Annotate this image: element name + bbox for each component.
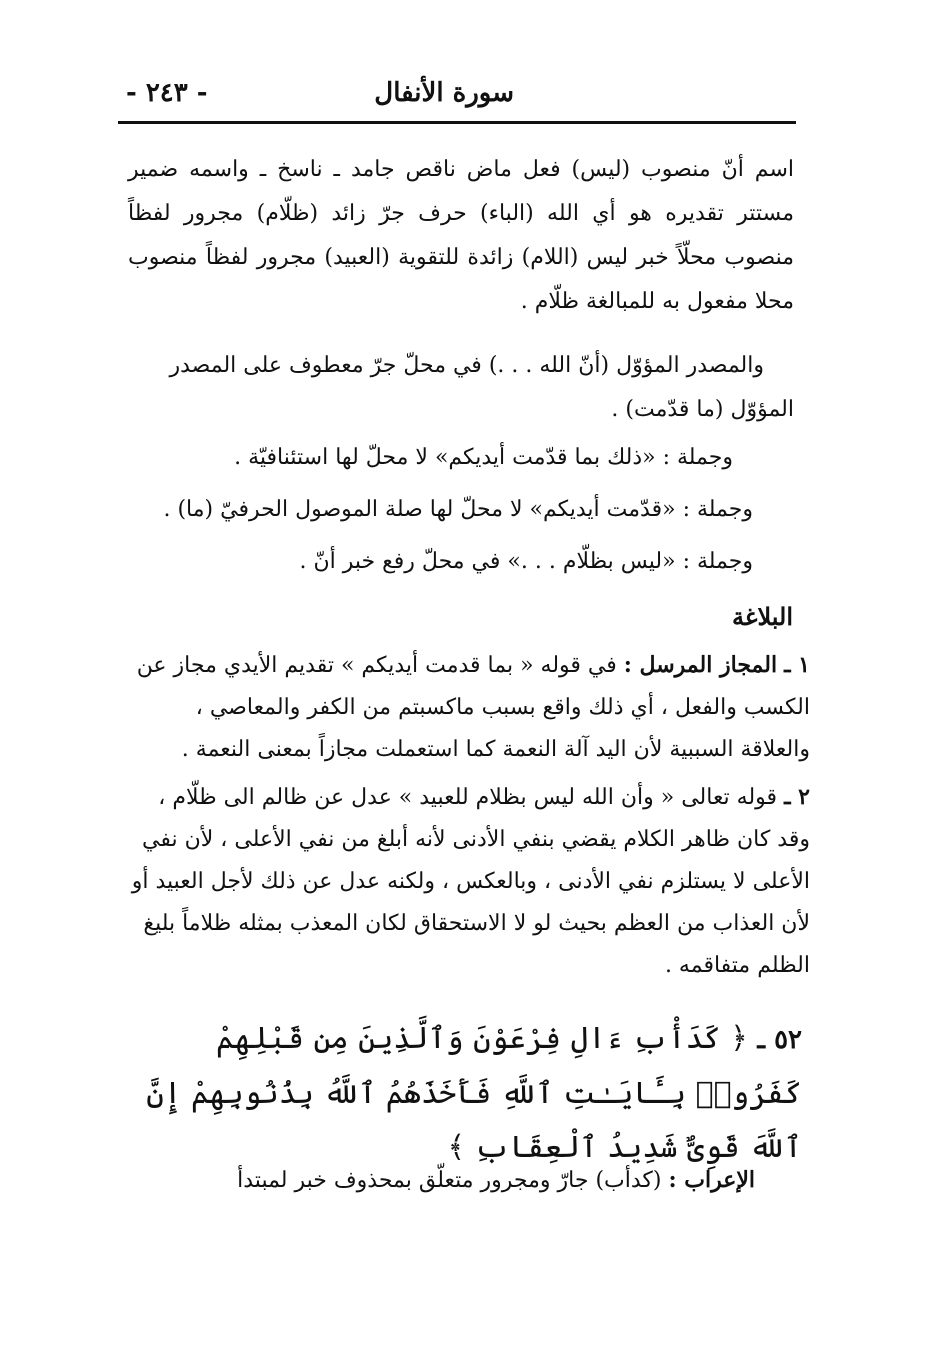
surah-title: سورة الأنفال <box>374 78 514 108</box>
header-divider <box>118 121 796 124</box>
item-term: المجاز المرسل : <box>623 652 778 678</box>
jumla-line: وجملة : «ليس بظلّام . . .» في محلّ رفع خبر أنّ . <box>299 549 753 574</box>
irab-text: (كدأب) جارّ ومجرور متعلّق بمحذوف خبر لمبتدأ <box>237 1168 662 1193</box>
page-header <box>118 72 796 120</box>
irab-label: الإعراب : <box>668 1167 755 1193</box>
item-number: ٢ ـ <box>784 784 810 810</box>
balagha-item <box>122 776 810 987</box>
balagha-item <box>122 644 810 771</box>
masdar-paragraph: والمصدر المؤوّل (أنّ الله . . .) في محلّ جرّ معطوف على المصدر المؤوّل (ما قدّمت) . <box>169 353 794 422</box>
item-text: قوله تعالى « وأن الله ليس بظلام للعبيد » عدل عن ظالم الى ظلّام ، وقد كان ظاهر الكلام يقضي بنفي الأدنى لأنه أبلغ من نفي الأعلى ، لأن نفي الأعلى لا يستلزم نفي الأدنى ، وبالعكس ، ولكنه عدل عن ذلك لأجل العبيد أو لأن العذاب من العظم بحيث لو لا الاستحقاق لكان المعذب بمثله ظلاماً بليغ الظلم متفاقمه . <box>131 785 810 978</box>
jumla-line: وجملة : «ذلك بما قدّمت أيديكم» لا محلّ لها استئنافيّة . <box>234 445 733 470</box>
verse-text: ﴿ كَدَأْبِ ءَالِ فِرْعَوْنَ وَٱلَّذِينَ مِن قَبْلِهِمْ كَفَرُوا۟ بِـَٔايَـٰتِ ٱللَّهِ فَأَخَذَهُمُ ٱللَّهُ بِذُنُوبِهِمْ إِنَّ ٱللَّهَ قَوِىٌّ شَدِيدُ ٱلْعِقَابِ ﴾ <box>146 1021 802 1165</box>
page-number: - ٢٤٣ - <box>126 78 208 108</box>
irab-paragraph: اسم أنّ منصوب (ليس) فعل ماض ناقص جامد ـ ناسخ ـ واسمه ضمير مستتر تقديره هو أي الله (الباء) حرف جرّ زائد (ظلّام) مجرور لفظاً منصوب محلّاً خبر ليس (اللام) زائدة للتقوية (العبيد) مجرور لفظاً منصوب محلا مفعول به للمبالغة ظلّام . <box>128 157 794 314</box>
quran-verse <box>112 1012 802 1175</box>
irab-line <box>237 1158 755 1203</box>
balagha-heading: البلاغة <box>732 602 793 631</box>
item-number: ١ ـ <box>784 652 810 678</box>
item-text: في قوله « بما قدمت أيديكم » تقديم الأيدي مجاز عن الكسب والفعل ، أي ذلك واقع بسبب ماكسبتم من الكفر والمعاصي ، والعلاقة السببية لأن اليد آلة النعمة كما استعملت مجازاً بمعنى النعمة . <box>136 653 810 762</box>
verse-number: ٥٢ ـ <box>757 1025 802 1055</box>
jumla-line: وجملة : «قدّمت أيديكم» لا محلّ لها صلة الموصول الحرفيّ (ما) . <box>163 497 753 522</box>
